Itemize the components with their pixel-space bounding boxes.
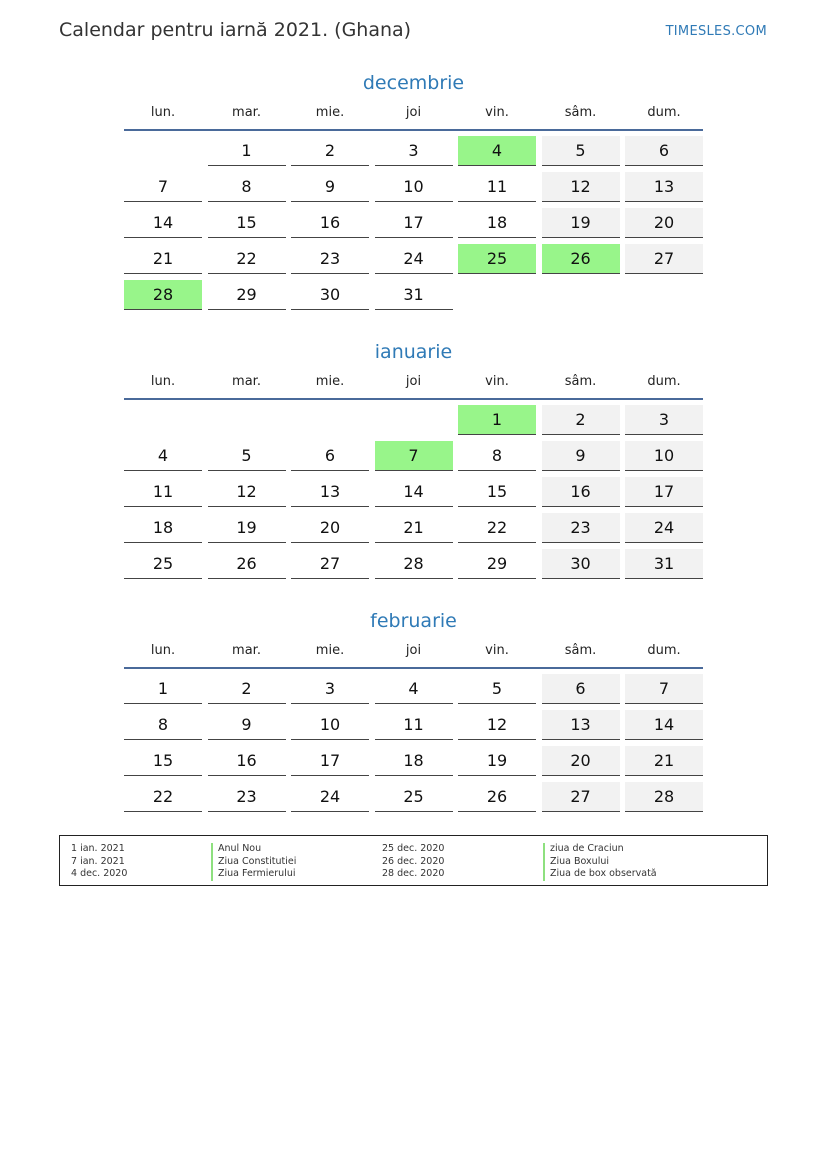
day-cell: 21 — [124, 244, 202, 274]
legend-right-dates — [382, 843, 444, 881]
day-cell: 22 — [208, 244, 286, 274]
legend-date: 4 dec. 2020 — [71, 868, 128, 879]
week-row — [124, 477, 703, 513]
empty-day-cell — [291, 405, 369, 434]
day-cell: 18 — [124, 513, 202, 543]
day-cell: 23 — [542, 513, 620, 543]
weekday-label: dum. — [647, 374, 681, 389]
empty-day-cell — [124, 405, 202, 434]
day-cell: 26 — [458, 782, 536, 812]
holiday-day-cell: 28 — [124, 280, 202, 310]
day-cell: 13 — [291, 477, 369, 507]
day-cell: 25 — [124, 549, 202, 579]
day-cell: 28 — [375, 549, 453, 579]
day-cell: 13 — [542, 710, 620, 740]
day-grid — [124, 405, 703, 585]
day-cell: 25 — [375, 782, 453, 812]
week-row — [124, 244, 703, 280]
day-cell: 23 — [208, 782, 286, 812]
month-title: decembrie — [362, 72, 465, 94]
weekday-label: joi — [405, 374, 422, 389]
day-cell: 15 — [208, 208, 286, 238]
day-cell: 31 — [625, 549, 703, 579]
day-cell: 16 — [291, 208, 369, 238]
week-row — [124, 782, 703, 818]
day-cell: 16 — [208, 746, 286, 776]
day-cell: 29 — [208, 280, 286, 310]
weekday-label: vin. — [485, 374, 509, 389]
legend-left-dates — [71, 843, 127, 881]
day-cell: 8 — [458, 441, 536, 471]
week-row — [124, 208, 703, 244]
day-cell: 27 — [542, 782, 620, 812]
weekday-header — [124, 372, 703, 392]
day-cell: 12 — [542, 172, 620, 202]
legend-date: 7 ian. 2021 — [71, 855, 125, 867]
day-cell: 10 — [291, 710, 369, 740]
legend-date: 28 dec. 2020 — [382, 868, 445, 879]
day-cell: 4 — [375, 674, 453, 704]
day-cell: 29 — [458, 549, 536, 579]
weekday-label: lun. — [150, 643, 176, 658]
week-row — [124, 172, 703, 208]
day-cell: 24 — [291, 782, 369, 812]
legend-date: 1 ian. 2021 — [71, 843, 125, 854]
weekday-label: mar. — [232, 643, 261, 658]
weekday-label: sâm. — [564, 643, 597, 658]
empty-day-cell — [542, 280, 620, 309]
day-cell: 11 — [124, 477, 202, 507]
day-cell: 22 — [458, 513, 536, 543]
weekday-label: vin. — [485, 643, 509, 658]
weekday-label: lun. — [150, 105, 176, 120]
day-cell: 9 — [542, 441, 620, 471]
empty-day-cell — [458, 280, 536, 309]
day-cell: 6 — [291, 441, 369, 471]
day-cell: 20 — [291, 513, 369, 543]
day-cell: 2 — [542, 405, 620, 435]
holiday-day-cell: 7 — [375, 441, 453, 471]
legend-holiday-name: ziua de Craciun — [543, 843, 657, 856]
day-cell: 27 — [291, 549, 369, 579]
day-grid — [124, 136, 703, 316]
day-cell: 8 — [208, 172, 286, 202]
month-title: ianuarie — [374, 341, 453, 363]
legend-holiday-name: Anul Nou — [211, 843, 296, 856]
day-cell: 11 — [375, 710, 453, 740]
month-title: februarie — [370, 610, 457, 632]
day-cell: 27 — [625, 244, 703, 274]
day-cell: 11 — [458, 172, 536, 202]
legend-holiday-name: Ziua Boxului — [543, 856, 657, 869]
holiday-day-cell: 26 — [542, 244, 620, 274]
day-cell: 6 — [625, 136, 703, 166]
day-cell: 5 — [458, 674, 536, 704]
weekday-header — [124, 641, 703, 661]
day-cell: 17 — [375, 208, 453, 238]
day-cell: 12 — [458, 710, 536, 740]
legend-date: 25 dec. 2020 — [382, 843, 445, 854]
day-cell: 31 — [375, 280, 453, 310]
day-cell: 20 — [542, 746, 620, 776]
day-cell: 14 — [625, 710, 703, 740]
empty-day-cell — [625, 280, 703, 309]
day-cell: 21 — [625, 746, 703, 776]
legend-left-names — [211, 843, 296, 881]
day-cell: 14 — [375, 477, 453, 507]
holiday-day-cell: 4 — [458, 136, 536, 166]
page-title: Calendar pentru iarnă 2021. (Ghana) — [59, 19, 412, 41]
day-cell: 30 — [291, 280, 369, 310]
weekday-label: mie. — [315, 374, 345, 389]
day-cell: 20 — [625, 208, 703, 238]
day-cell: 26 — [208, 549, 286, 579]
week-row — [124, 746, 703, 782]
day-cell: 17 — [625, 477, 703, 507]
weekday-label: lun. — [150, 374, 176, 389]
weekday-label: mie. — [315, 643, 345, 658]
day-cell: 19 — [458, 746, 536, 776]
legend-right-names — [543, 843, 657, 881]
day-cell: 28 — [625, 782, 703, 812]
day-cell: 21 — [375, 513, 453, 543]
day-cell: 1 — [208, 136, 286, 166]
header-divider — [124, 398, 703, 400]
day-cell: 15 — [124, 746, 202, 776]
day-cell: 3 — [375, 136, 453, 166]
day-cell: 16 — [542, 477, 620, 507]
week-row — [124, 674, 703, 710]
week-row — [124, 549, 703, 585]
day-cell: 3 — [625, 405, 703, 435]
day-cell: 7 — [625, 674, 703, 704]
day-cell: 6 — [542, 674, 620, 704]
empty-day-cell — [124, 136, 202, 165]
day-cell: 14 — [124, 208, 202, 238]
weekday-label: dum. — [647, 105, 681, 120]
weekday-label: joi — [405, 643, 422, 658]
day-cell: 5 — [542, 136, 620, 166]
holiday-day-cell: 1 — [458, 405, 536, 435]
day-cell: 15 — [458, 477, 536, 507]
legend-date: 26 dec. 2020 — [382, 855, 445, 867]
day-cell: 24 — [625, 513, 703, 543]
month-1 — [124, 338, 703, 585]
header-divider — [124, 129, 703, 131]
weekday-label: sâm. — [564, 374, 597, 389]
day-cell: 10 — [625, 441, 703, 471]
day-cell: 9 — [208, 710, 286, 740]
week-row — [124, 136, 703, 172]
week-row — [124, 710, 703, 746]
weekday-label: vin. — [485, 105, 509, 120]
holiday-legend — [59, 835, 768, 886]
day-cell: 2 — [208, 674, 286, 704]
day-cell: 7 — [124, 172, 202, 202]
weekday-label: joi — [405, 105, 422, 120]
empty-day-cell — [375, 405, 453, 434]
day-cell: 4 — [124, 441, 202, 471]
day-cell: 23 — [291, 244, 369, 274]
day-cell: 10 — [375, 172, 453, 202]
day-cell: 13 — [625, 172, 703, 202]
day-cell: 9 — [291, 172, 369, 202]
site-link[interactable]: TIMESLES.COM — [665, 24, 767, 39]
header-divider — [124, 667, 703, 669]
day-cell: 3 — [291, 674, 369, 704]
day-cell: 5 — [208, 441, 286, 471]
week-row — [124, 513, 703, 549]
day-cell: 8 — [124, 710, 202, 740]
legend-holiday-name: Ziua Fermierului — [211, 868, 296, 881]
weekday-label: mar. — [232, 374, 261, 389]
legend-holiday-name: Ziua de box observată — [543, 868, 657, 881]
day-cell: 22 — [124, 782, 202, 812]
day-cell: 19 — [542, 208, 620, 238]
empty-day-cell — [208, 405, 286, 434]
weekday-label: mie. — [315, 105, 345, 120]
day-cell: 24 — [375, 244, 453, 274]
day-cell: 18 — [375, 746, 453, 776]
day-grid — [124, 674, 703, 818]
weekday-label: sâm. — [564, 105, 597, 120]
day-cell: 30 — [542, 549, 620, 579]
day-cell: 1 — [124, 674, 202, 704]
weekday-header — [124, 103, 703, 123]
month-0 — [124, 69, 703, 316]
day-cell: 12 — [208, 477, 286, 507]
month-2 — [124, 607, 703, 818]
weekday-label: mar. — [232, 105, 261, 120]
week-row — [124, 405, 703, 441]
legend-holiday-name: Ziua Constitutiei — [211, 856, 296, 869]
day-cell: 18 — [458, 208, 536, 238]
weekday-label: dum. — [647, 643, 681, 658]
day-cell: 2 — [291, 136, 369, 166]
week-row — [124, 280, 703, 316]
day-cell: 19 — [208, 513, 286, 543]
holiday-day-cell: 25 — [458, 244, 536, 274]
week-row — [124, 441, 703, 477]
day-cell: 17 — [291, 746, 369, 776]
